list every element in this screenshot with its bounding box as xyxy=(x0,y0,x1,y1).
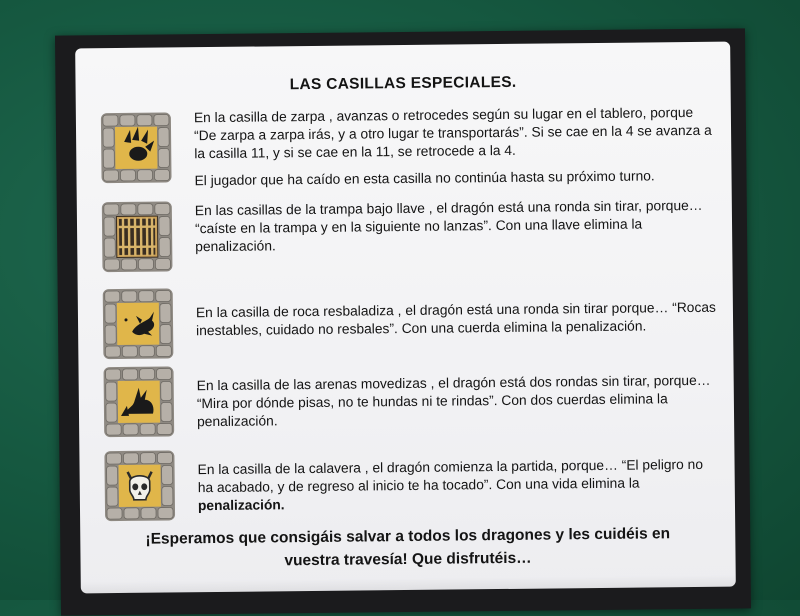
entry-paw-text xyxy=(194,104,716,190)
entry-quicksand-paragraph-1: En la casilla de las arenas movedizas , el dragón está dos rondas sin tirar, porque… “Mira por dónde pisas, no te hundas ni te rindas”. Con dos cuerdas elimina la penalización. xyxy=(197,372,719,431)
entry-paw-paragraph-1: En la casilla de zarpa , avanzas o retrocedes según su lugar en el tablero, porque “De zarpa a zarpa irás, y a otro lugar te transportarás”. Si se cae en la 4 se avanza a la casilla 11, y si se cae en la 11, se retrocede a la 4. xyxy=(194,104,716,163)
locked-trap-gate-icon xyxy=(101,200,174,273)
slippery-rock-dragon-icon xyxy=(102,287,175,360)
entry-skull-bold-tail: penalización. xyxy=(198,497,285,513)
entry-rock xyxy=(102,282,717,288)
closing-message xyxy=(80,522,735,575)
entry-rock-text xyxy=(196,299,717,340)
entry-rock-paragraph-1: En la casilla de roca resbaladiza , el dragón está una ronda sin tirar porque… “Rocas inestables, cuidado no resbales”. Con una cuerda elimina la penalización. xyxy=(196,299,717,340)
rules-page xyxy=(75,42,736,594)
skull-icon xyxy=(103,449,176,522)
entry-skull-paragraph-1 xyxy=(197,456,719,515)
entry-skull xyxy=(103,444,718,450)
entry-skull-text xyxy=(197,456,719,515)
entry-paw xyxy=(100,104,715,110)
page-title: LAS CASILLAS ESPECIALES. xyxy=(75,72,730,97)
paw-print-icon xyxy=(100,111,173,184)
entry-skull-text-main: En la casilla de la calavera , el dragón comienza la partida, porque… “El peligro no ha acabado, y de regreso al inicio te ha tocado”. Con una vida elimina la xyxy=(198,457,704,495)
closing-line-2: vuestra travesía! Que disfrutéis… xyxy=(80,545,735,575)
quicksand-dragon-icon xyxy=(102,365,175,438)
closing-line-1: ¡Esperamos que consigáis salvar a todos los dragones y les cuidéis en xyxy=(80,522,735,552)
entry-trap xyxy=(101,195,716,201)
entry-paw-paragraph-2: El jugador que ha caído en esta casilla no continúa hasta su próximo turno. xyxy=(194,167,715,190)
entry-quicksand-text xyxy=(197,372,719,431)
entry-trap-paragraph-1: En las casillas de la trampa bajo llave , el dragón está una ronda sin tirar, porque… “caíste en la trampa y en la siguiente no lanzas”. Con una llave elimina la penalización. xyxy=(195,197,717,256)
entry-quicksand xyxy=(102,360,717,366)
entry-trap-text xyxy=(195,197,717,256)
